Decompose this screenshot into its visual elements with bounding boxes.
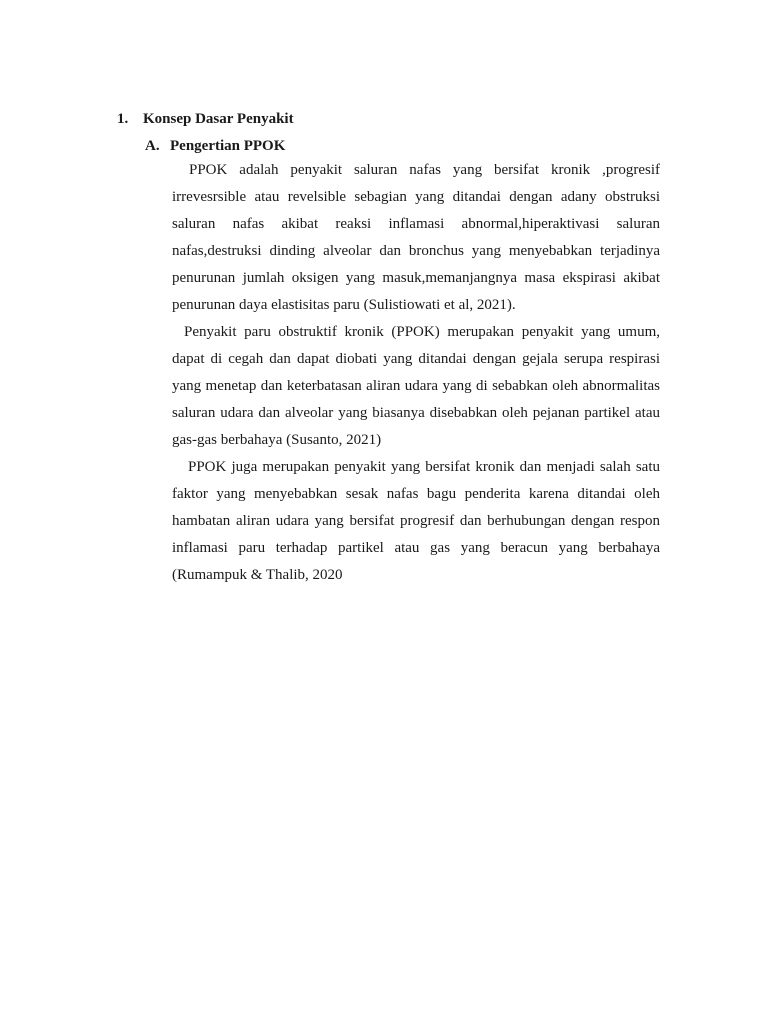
section-title: Konsep Dasar Penyakit bbox=[143, 111, 294, 127]
paragraph-general-description: Penyakit paru obstruktif kronik (PPOK) merupakan penyakit yang umum, dapat di cegah dan dapat diobati yang ditandai dengan gejala serupa respirasi yang menetap dan keterbatasan aliran udara yang di sebabkan oleh abnormalitas saluran udara dan alveolar yang biasanya disebabkan oleh pejanan partikel atau gas-gas berbahaya (Susanto, 2021) bbox=[172, 324, 660, 448]
section-heading bbox=[117, 109, 294, 129]
section-number: 1. bbox=[117, 111, 129, 127]
subsection-title: Pengertian PPOK bbox=[170, 138, 286, 154]
subsection-letter: A. bbox=[145, 138, 160, 154]
paragraph-definition: PPOK adalah penyakit saluran nafas yang bersifat kronik ,progresif irrevesrsible atau revelsible sebagian yang ditandai dengan adany obstruksi saluran nafas akibat reaksi inflamasi abnormal,hiperaktivasi saluran nafas,destruksi dinding alveolar dan bronchus yang menyebabkan terjadinya penurunan jumlah oksigen yang masuk,memanjangnya masa ekspirasi akibat penurunan daya elastisitas paru (Sulistiowati et al, 2021). bbox=[172, 162, 660, 313]
subsection-heading bbox=[145, 136, 285, 156]
paragraph-symptoms: PPOK juga merupakan penyakit yang bersifat kronik dan menjadi salah satu faktor yang menyebabkan sesak nafas bagu penderita karena ditandai oleh hambatan aliran udara yang bersifat progresif dan berhubungan dengan respon inflamasi paru terhadap partikel atau gas yang beracun yang berbahaya (Rumampuk & Thalib, 2020 bbox=[172, 459, 660, 583]
